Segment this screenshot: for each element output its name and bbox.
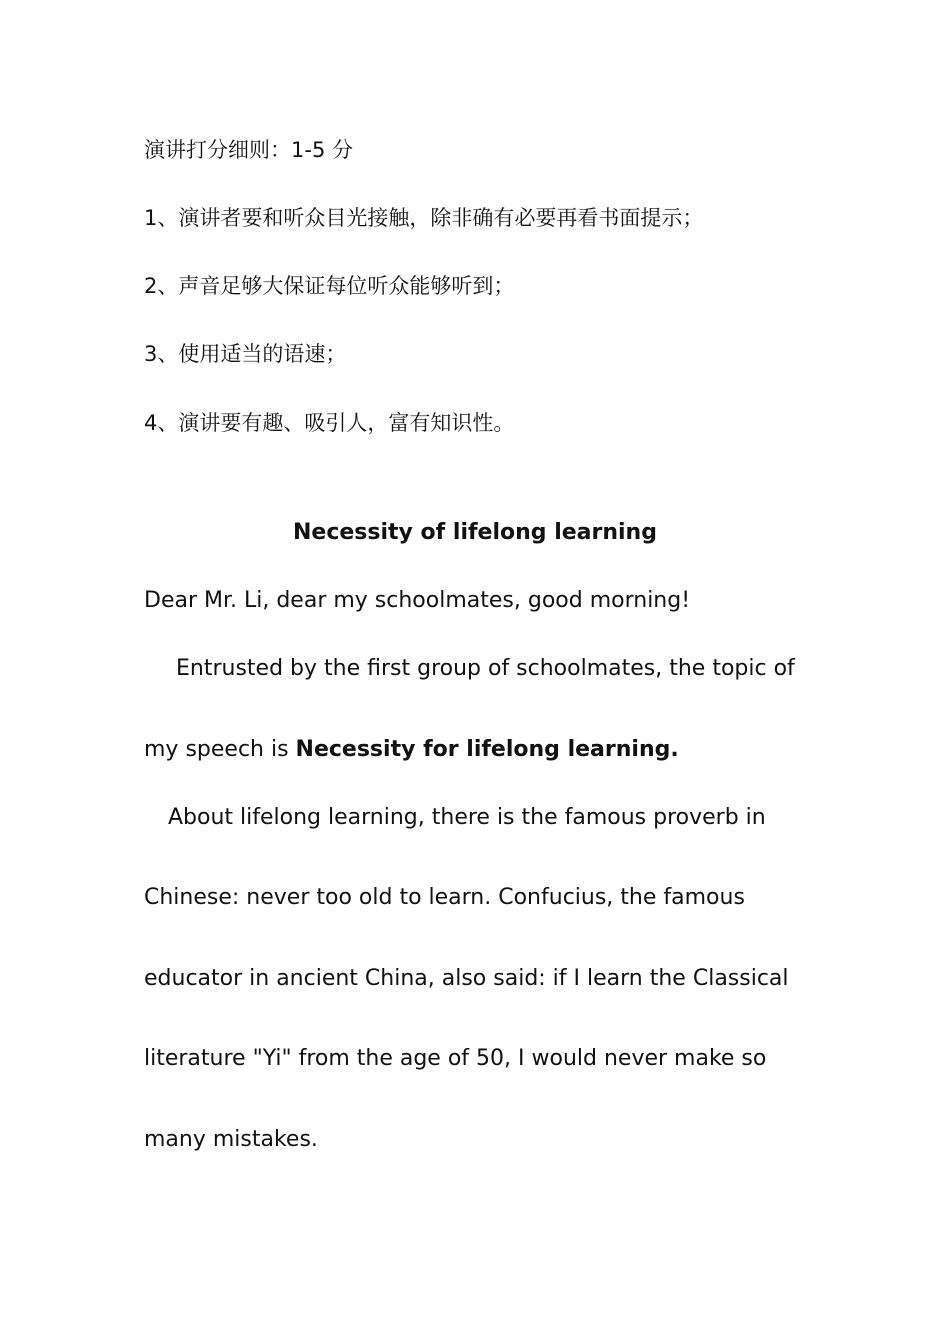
rule-item-2: 2、声音足够大保证每位听众能够听到； (144, 274, 515, 298)
paragraph2-line1: About lifelong learning, there is the famous proverb in (168, 805, 766, 830)
paragraph1-line1: Entrusted by the first group of schoolmates, the topic of (176, 656, 795, 681)
speech-topic-bold: Necessity for lifelong learning. (295, 737, 679, 762)
paragraph2-line5: many mistakes. (144, 1127, 318, 1152)
paragraph1-line2-text: my speech is (144, 737, 296, 762)
paragraph2-line3: educator in ancient China, also said: if I learn the Classical (144, 966, 789, 991)
speech-greeting: Dear Mr. Li, dear my schoolmates, good morning! (144, 588, 691, 613)
rule-item-4: 4、演讲要有趣、吸引人，富有知识性。 (144, 411, 515, 435)
paragraph2-line4: literature "Yi" from the age of 50, I would never make so (144, 1046, 767, 1071)
paragraph2-line2: Chinese: never too old to learn. Confucius, the famous (144, 885, 745, 910)
paragraph1-line2 (144, 736, 679, 764)
rules-heading: 演讲打分细则：1-5 分 (144, 138, 353, 162)
rule-item-3: 3、使用适当的语速； (144, 342, 347, 366)
speech-title: Necessity of lifelong learning (293, 520, 657, 545)
rule-item-1: 1、演讲者要和听众目光接触，除非确有必要再看书面提示； (144, 206, 704, 230)
